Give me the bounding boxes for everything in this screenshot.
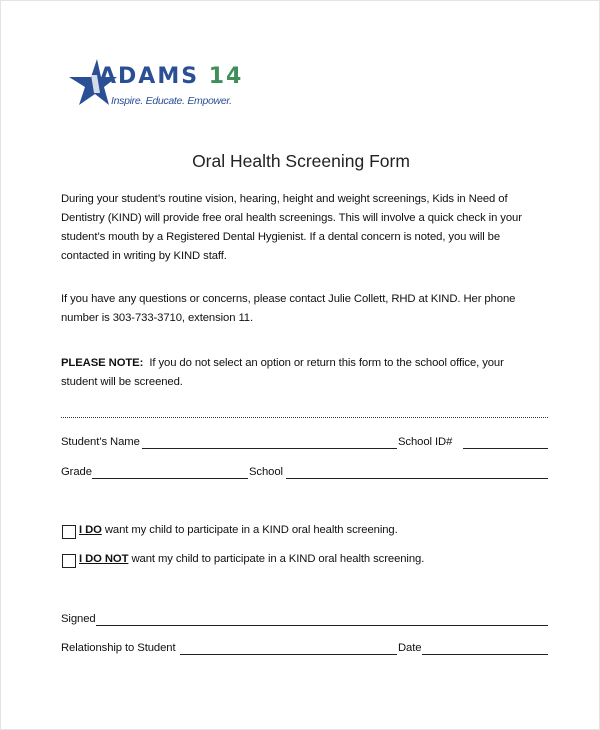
relationship-label: Relationship to Student (61, 642, 176, 654)
divider (61, 417, 548, 418)
logo-tagline: Inspire. Educate. Empower. (111, 95, 232, 107)
option-emphasis: I DO (79, 524, 102, 536)
i-do-checkbox[interactable] (62, 525, 76, 539)
signed-label: Signed (61, 613, 96, 625)
i-do-not-checkbox[interactable] (62, 554, 76, 568)
grade-field[interactable] (92, 478, 248, 479)
note-label: PLEASE NOTE: (61, 357, 144, 369)
relationship-field[interactable] (180, 654, 397, 655)
option-text: want my child to participate in a KIND oral health screening. (101, 524, 398, 536)
intro-line: During your student’s routine vision, hearing, height and weight screenings, Kids in Need of (61, 193, 508, 205)
school-label: School (249, 466, 283, 478)
option-emphasis: I DO NOT (79, 553, 129, 565)
i-do-option (79, 524, 398, 536)
date-field[interactable] (422, 654, 548, 655)
logo-number: 14 (208, 64, 244, 89)
option-text: want my child to participate in a KIND oral health screening. (128, 553, 425, 565)
school-id-field[interactable] (463, 448, 548, 449)
contact-line: number is 303-733-3710, extension 11. (61, 312, 254, 324)
school-id-label: School ID# (398, 436, 453, 448)
note-line (61, 357, 504, 369)
note-line: student will be screened. (61, 376, 183, 388)
logo-name: ADAMS (99, 64, 200, 89)
signature-field[interactable] (96, 625, 548, 626)
grade-label: Grade (61, 466, 92, 478)
contact-line: If you have any questions or concerns, please contact Julie Collett, RHD at KIND. Her phone (61, 293, 516, 305)
intro-line: Dentistry (KIND) will provide free oral health screenings. This will involve a quick check in your (61, 212, 522, 224)
note-text: If you do not select an option or return this form to the school office, your (143, 357, 504, 369)
i-do-not-option (79, 553, 424, 565)
page-title: Oral Health Screening Form (192, 151, 410, 171)
student-name-label: Student’s Name (61, 436, 140, 448)
intro-line: student’s mouth by a Registered Dental Hygienist. If a dental concern is noted, you will be (61, 231, 501, 243)
date-label: Date (398, 642, 422, 654)
intro-line: contacted in writing by KIND staff. (61, 250, 227, 262)
school-field[interactable] (286, 478, 548, 479)
student-name-field[interactable] (142, 448, 397, 449)
